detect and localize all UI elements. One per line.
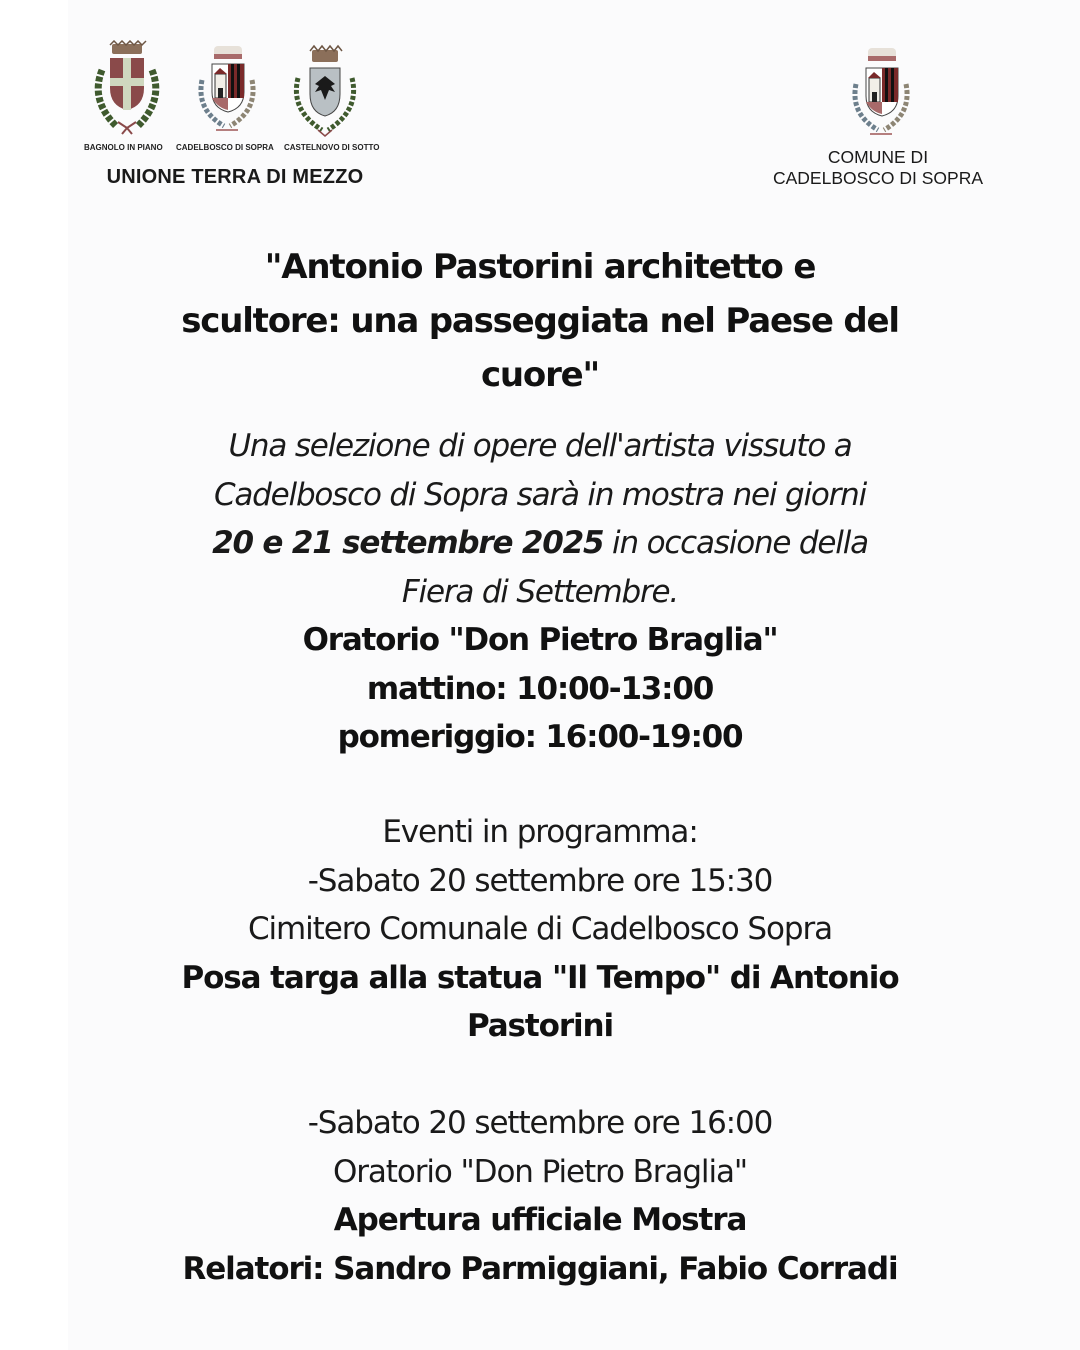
- intro-line-rest: in occasione della: [603, 525, 868, 561]
- event-where: Oratorio "Don Pietro Braglia": [332, 1153, 748, 1190]
- intro-line: Una selezione di opere dell'artista vissuto a: [228, 428, 852, 464]
- events-heading: Eventi in programma:: [382, 814, 698, 850]
- event-what: Apertura ufficiale Mostra: [333, 1202, 747, 1238]
- intro-paragraph: [80, 422, 1000, 616]
- union-name: UNIONE TERRA DI MEZZO: [106, 166, 364, 188]
- events-section: [80, 808, 1000, 1293]
- crest-castelnovo-icon: [284, 44, 366, 144]
- title-line: "Antonio Pastorini architetto e: [264, 247, 816, 287]
- event-speakers: Relatori: Sandro Parmiggiani, Fabio Corradi: [182, 1250, 898, 1287]
- crest-bagnolo-icon: [88, 40, 166, 140]
- afternoon-hours: pomeriggio: 16:00-19:00: [337, 719, 743, 755]
- venue-name: Oratorio "Don Pietro Braglia": [302, 622, 778, 658]
- town-label-castelnovo: CASTELNOVO DI SOTTO: [284, 143, 380, 152]
- town-label-cadelbosco: CADELBOSCO DI SOPRA: [176, 143, 274, 152]
- morning-hours: mattino: 10:00-13:00: [366, 670, 714, 707]
- event-when: -Sabato 20 settembre ore 16:00: [307, 1105, 773, 1141]
- town-label-bagnolo: BAGNOLO IN PIANO: [84, 143, 163, 152]
- page-title: [80, 240, 1000, 402]
- spacer: [80, 1051, 1000, 1100]
- comune-label: [748, 147, 1008, 189]
- title-line: scultore: una passeggiata nel Paese del: [181, 301, 899, 341]
- event-when: -Sabato 20 settembre ore 15:30: [307, 862, 773, 899]
- venue-hours: [80, 616, 1000, 762]
- title-line: cuore": [480, 355, 600, 395]
- exhibition-dates: 20 e 21 settembre 2025: [212, 525, 604, 561]
- comune-line2: CADELBOSCO DI SOPRA: [772, 168, 984, 188]
- crest-comune-icon: [842, 44, 920, 144]
- intro-line: Cadelbosco di Sopra sarà in mostra nei giorni: [213, 476, 867, 513]
- event-where: Cimitero Comunale di Cadelbosco Sopra: [248, 911, 832, 947]
- intro-line: [80, 519, 1000, 568]
- event-what: Posa targa alla statua "Il Tempo" di Antonio: [181, 959, 899, 996]
- event-what: Pastorini: [466, 1008, 614, 1044]
- crest-cadelbosco-icon: [188, 40, 266, 140]
- comune-line1: COMUNE DI: [827, 147, 929, 167]
- intro-line: Fiera di Settembre.: [401, 573, 679, 610]
